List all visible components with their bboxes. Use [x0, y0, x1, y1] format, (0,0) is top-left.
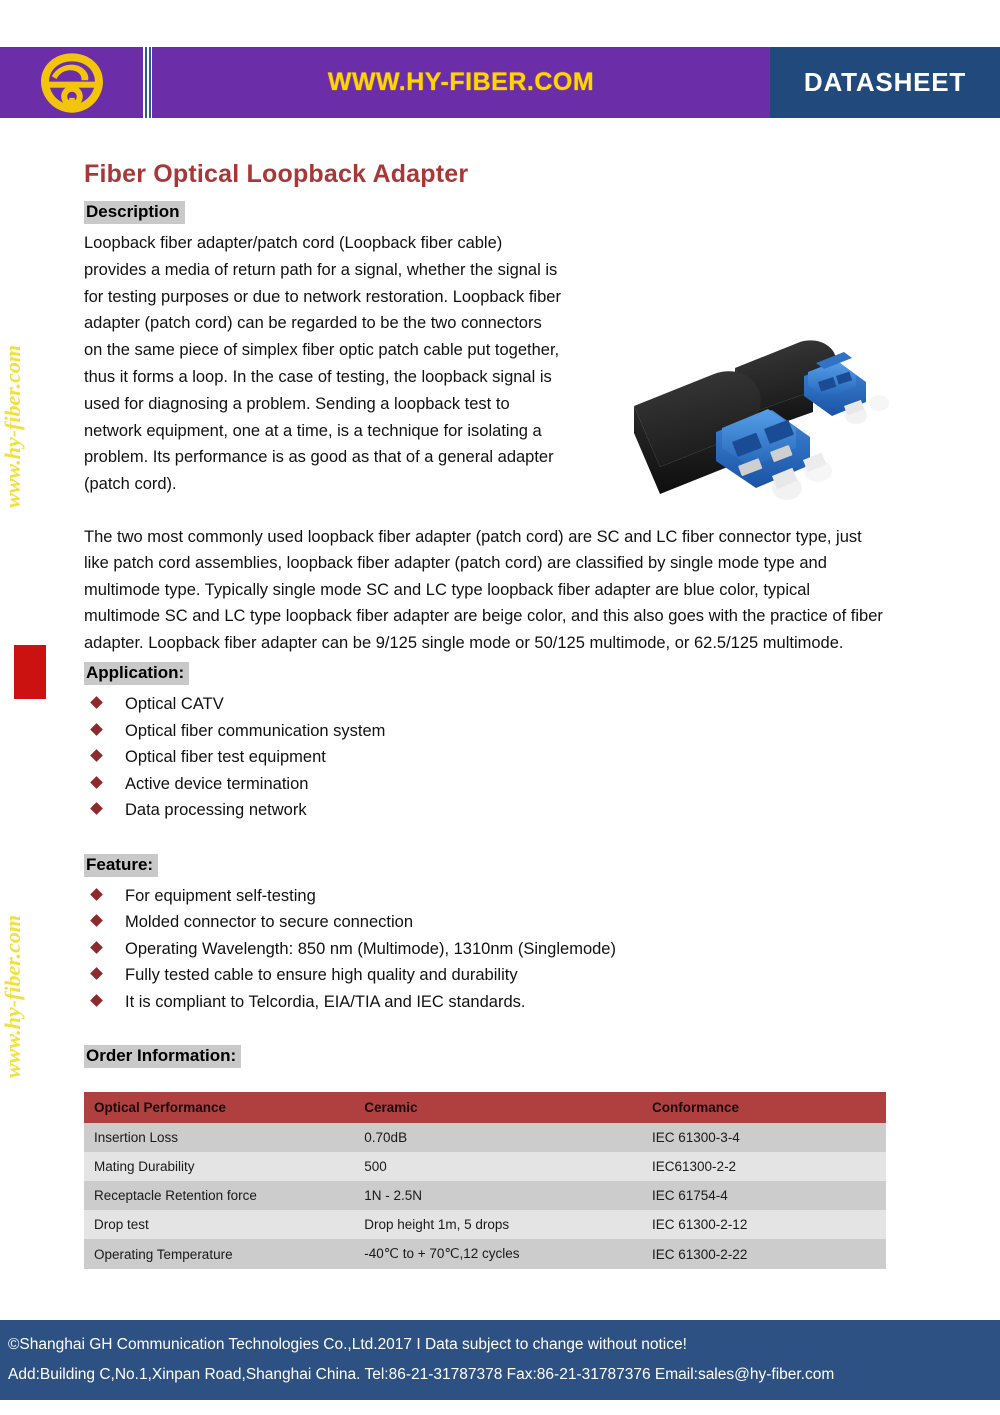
- description-block: [84, 230, 894, 498]
- list-item: [84, 909, 894, 936]
- main-content: [84, 160, 894, 1269]
- diamond-bullet-icon: [90, 750, 103, 763]
- cell-conformance: IEC61300-2-2: [642, 1152, 886, 1181]
- table-row: [84, 1152, 886, 1181]
- order-information-label: Order Information:: [84, 1045, 241, 1068]
- page-footer: [0, 1320, 1000, 1400]
- cell-ceramic: -40℃ to + 70℃,12 cycles: [354, 1239, 642, 1269]
- feature-list: [84, 883, 894, 1016]
- description-text-column: [84, 230, 564, 498]
- datasheet-label: DATASHEET: [803, 67, 967, 97]
- application-list: [84, 691, 894, 824]
- description-paragraph: Loopback fiber adapter/patch cord (Loopback fiber cable) provides a media of return path for a signal, whether the signal is for testing purposes or due to network restoration. Loopback fiber adapter (patch cord) can be regarded to be the two connectors on the same piece of simplex fiber optic patch cable put together, thus it forms a loop. In the case of testing, the loopback signal is used for diagnosing a problem. Sending a loopback test to network equipment, one at a time, is a technique for isolating a problem. Its performance is as good as that of a general adapter (patch cord).: [84, 234, 561, 494]
- table-row: [84, 1239, 886, 1269]
- cell-performance: Insertion Loss: [84, 1123, 354, 1152]
- list-item: [84, 797, 894, 824]
- feature-item-label: For equipment self-testing: [125, 886, 316, 905]
- diamond-bullet-icon: [90, 994, 103, 1007]
- application-item-label: Optical CATV: [125, 695, 224, 714]
- table-row: [84, 1123, 886, 1152]
- cell-performance: Drop test: [84, 1210, 354, 1239]
- cell-conformance: IEC 61300-3-4: [642, 1123, 886, 1152]
- product-image: [604, 330, 904, 535]
- diamond-bullet-icon: [90, 888, 103, 901]
- footer-contact-line: Add:Building C,No.1,Xinpan Road,Shanghai China. Tel:86-21-31787378 Fax:86-21-31787376 Email:sales@hy-fiber.com: [8, 1366, 835, 1383]
- cell-ceramic: Drop height 1m, 5 drops: [354, 1210, 642, 1239]
- list-item: [84, 989, 894, 1016]
- left-watermark-bottom: www.hy-fiber.com: [0, 915, 25, 1078]
- second-paragraph: The two most commonly used loopback fiber adapter (patch cord) are SC and LC fiber connector type, just like patch cord assemblies, loopback fiber adapter (patch cord) are classified by single mode type and multimode type. Typically single mode SC and LC type loopback fiber adapter are blue color, typical multimode SC and LC type loopback fiber adapter are beige color, and this also goes with the practice of fiber adapter. Loopback fiber adapter can be 9/125 single mode or 50/125 multimode, or 62.5/125 multimode.: [84, 527, 883, 652]
- table-row: [84, 1181, 886, 1210]
- column-header-optical-performance: Optical Performance: [84, 1092, 354, 1123]
- cell-ceramic: 1N - 2.5N: [354, 1181, 642, 1210]
- footer-copyright-line: ©Shanghai GH Communication Technologies Co.,Ltd.2017 I Data subject to change without notice!: [8, 1336, 687, 1353]
- cell-performance: Receptacle Retention force: [84, 1181, 354, 1210]
- header-url-banner: [152, 47, 770, 118]
- diamond-bullet-icon: [90, 915, 103, 928]
- logo-container: [0, 47, 143, 118]
- cell-performance: Mating Durability: [84, 1152, 354, 1181]
- page-header: [0, 47, 1000, 118]
- list-item: [84, 691, 894, 718]
- header-divider: [143, 47, 152, 118]
- table-row: [84, 1210, 886, 1239]
- list-item: [84, 962, 894, 989]
- header-url-text: WWW.HY-FIBER.COM: [327, 68, 595, 96]
- application-item-label: Optical fiber communication system: [125, 721, 386, 740]
- feature-item-label: It is compliant to Telcordia, EIA/TIA and IEC standards.: [125, 992, 526, 1011]
- cell-ceramic: 500: [354, 1152, 642, 1181]
- cell-conformance: IEC 61300-2-22: [642, 1239, 886, 1269]
- list-item: [84, 718, 894, 745]
- diamond-bullet-icon: [90, 723, 103, 736]
- order-information-table: [84, 1092, 886, 1269]
- cell-ceramic: 0.70dB: [354, 1123, 642, 1152]
- list-item: [84, 936, 894, 963]
- feature-section-label: Feature:: [84, 854, 158, 877]
- cell-conformance: IEC 61754-4: [642, 1181, 886, 1210]
- hy-fiber-logo-icon: [38, 52, 106, 114]
- application-item-label: Data processing network: [125, 801, 307, 820]
- table-header-row: [84, 1092, 886, 1123]
- application-item-label: Optical fiber test equipment: [125, 748, 326, 767]
- application-section-label: Application:: [84, 662, 189, 685]
- diamond-bullet-icon: [90, 968, 103, 981]
- feature-item-label: Fully tested cable to ensure high quality and durability: [125, 966, 518, 985]
- diamond-bullet-icon: [90, 941, 103, 954]
- diamond-bullet-icon: [90, 697, 103, 710]
- red-accent-block: [14, 645, 46, 699]
- feature-item-label: Molded connector to secure connection: [125, 913, 414, 932]
- cell-performance: Operating Temperature: [84, 1239, 354, 1269]
- list-item: [84, 771, 894, 798]
- cell-conformance: IEC 61300-2-12: [642, 1210, 886, 1239]
- diamond-bullet-icon: [90, 803, 103, 816]
- diamond-bullet-icon: [90, 776, 103, 789]
- left-watermark-top: www.hy-fiber.com: [0, 345, 25, 508]
- description-section-label: Description: [84, 201, 185, 224]
- list-item: [84, 883, 894, 910]
- feature-item-label: Operating Wavelength: 850 nm (Multimode), 1310nm (Singlemode): [125, 939, 616, 958]
- datasheet-badge: [770, 47, 1000, 118]
- application-item-label: Active device termination: [125, 774, 309, 793]
- page-title: Fiber Optical Loopback Adapter: [84, 160, 469, 188]
- column-header-conformance: Conformance: [642, 1092, 886, 1123]
- list-item: [84, 744, 894, 771]
- column-header-ceramic: Ceramic: [354, 1092, 642, 1123]
